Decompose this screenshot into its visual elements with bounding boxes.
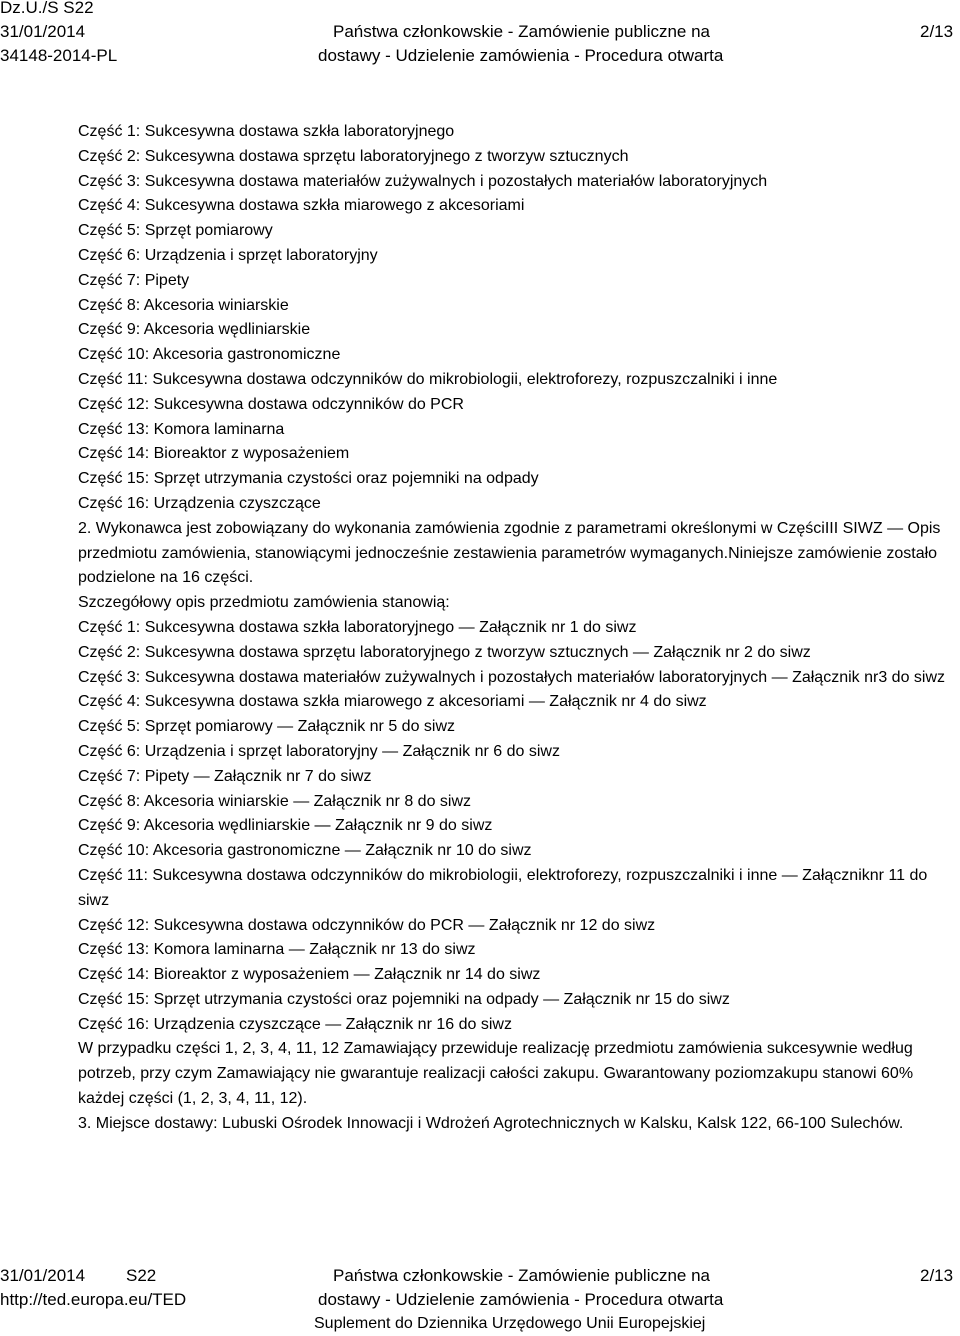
text-line: Część 16: Urządzenia czyszczące <box>78 494 321 512</box>
text-line: Część 5: Sprzęt pomiarowy <box>78 222 273 240</box>
text-line: Część 3: Sukcesywna dostawa materiałów zużywalnych i pozostałych materiałów laboratoryjnych — Załącznik nr3 do siwz <box>78 668 946 686</box>
text-line: Szczegółowy opis przedmiotu zamówienia stanowią: <box>78 594 450 612</box>
text-line: Część 4: Sukcesywna dostawa szkła miarowego z akcesoriami <box>78 197 525 215</box>
text-line: Część 12: Sukcesywna dostawa odczynników do PCR <box>78 395 464 413</box>
notice-body <box>78 120 948 1137</box>
footer-date: 31/01/2014 <box>0 1266 86 1285</box>
footer-title-line3: Suplement do Dziennika Urzędowego Unii Europejskiej <box>314 1315 706 1332</box>
text-line: Część 7: Pipety — Załącznik nr 7 do siwz <box>78 767 372 785</box>
header-title-line1: Państwa członkowskie - Zamówienie publiczne na <box>333 22 711 41</box>
text-line: Część 11: Sukcesywna dostawa odczynników do mikrobiologii, elektroforezy, rozpuszczalniki i inne — Załączniknr 11 do siwz <box>78 866 928 909</box>
footer-title-line1: Państwa członkowskie - Zamówienie publiczne na <box>333 1266 711 1285</box>
text-line: Część 12: Sukcesywna dostawa odczynników do PCR — Załącznik nr 12 do siwz <box>78 916 656 934</box>
text-line: Część 6: Urządzenia i sprzęt laboratoryjny <box>78 246 378 264</box>
footer-url: http://ted.europa.eu/TED <box>0 1290 187 1309</box>
header-date: 31/01/2014 <box>0 22 86 41</box>
text-line: Część 10: Akcesoria gastronomiczne — Załącznik nr 10 do siwz <box>78 842 532 860</box>
footer-series: S22 <box>126 1266 157 1285</box>
text-line: Część 8: Akcesoria winiarskie — Załącznik nr 8 do siwz <box>78 792 472 810</box>
text-line: Część 3: Sukcesywna dostawa materiałów zużywalnych i pozostałych materiałów laboratoryjnych <box>78 172 768 190</box>
text-line: Część 14: Bioreaktor z wyposażeniem — Załącznik nr 14 do siwz <box>78 966 541 984</box>
text-line: Część 1: Sukcesywna dostawa szkła laboratoryjnego — Załącznik nr 1 do siwz <box>78 618 637 636</box>
text-line: Część 13: Komora laminarna <box>78 420 285 438</box>
text-line: Część 6: Urządzenia i sprzęt laboratoryjny — Załącznik nr 6 do siwz <box>78 742 560 760</box>
text-line: Część 7: Pipety <box>78 271 190 289</box>
text-paragraph: 2. Wykonawca jest zobowiązany do wykonania zamówienia zgodnie z parametrami określonymi w CzęściIII SIWZ — Opis przedmiotu zamówienia, stanowiącymi jednocześnie zestawienia parametrów wymaganych.Niniejsze zamówienie zostało podzielone na 16 części. <box>78 519 941 587</box>
text-line: Część 14: Bioreaktor z wyposażeniem <box>78 445 350 463</box>
text-paragraph: W przypadku części 1, 2, 3, 4, 11, 12 Zamawiający przewiduje realizację przedmiotu zamówienia sukcesywnie według potrzeb, przy czym Zamawiający nie gwarantuje realizacji całości zakupu. Gwarantowany poziomzakupu stanowi 60% każdej części (1, 2, 3, 4, 11, 12). <box>78 1040 914 1108</box>
footer-page-number: 2/13 <box>920 1266 954 1285</box>
text-line: Część 13: Komora laminarna — Załącznik nr 13 do siwz <box>78 941 476 959</box>
text-line: Część 2: Sukcesywna dostawa sprzętu laboratoryjnego z tworzyw sztucznych <box>78 147 629 165</box>
text-line: Część 16: Urządzenia czyszczące — Załącznik nr 16 do siwz <box>78 1015 512 1033</box>
text-line: Część 10: Akcesoria gastronomiczne <box>78 346 341 364</box>
footer-title-line2: dostawy - Udzielenie zamówienia - Procedura otwarta <box>318 1290 724 1309</box>
text-line: Część 8: Akcesoria winiarskie <box>78 296 289 314</box>
text-line: Część 5: Sprzęt pomiarowy — Załącznik nr 5 do siwz <box>78 718 456 736</box>
header-title-line2: dostawy - Udzielenie zamówienia - Procedura otwarta <box>318 46 724 65</box>
text-line: Część 15: Sprzęt utrzymania czystości oraz pojemniki na odpady <box>78 470 539 488</box>
text-line: Część 11: Sukcesywna dostawa odczynników do mikrobiologii, elektroforezy, rozpuszczalniki i inne <box>78 370 778 388</box>
text-line: Część 15: Sprzęt utrzymania czystości oraz pojemniki na odpady — Załącznik nr 15 do siwz <box>78 990 730 1008</box>
text-line: Część 1: Sukcesywna dostawa szkła laboratoryjnego <box>78 123 455 140</box>
text-line: Część 4: Sukcesywna dostawa szkła miarowego z akcesoriami — Załącznik nr 4 do siwz <box>78 693 707 711</box>
header-page-number: 2/13 <box>920 22 954 41</box>
text-line: Część 9: Akcesoria wędliniarskie <box>78 321 311 339</box>
text-line: Część 9: Akcesoria wędliniarskie — Załącznik nr 9 do siwz <box>78 817 493 835</box>
notice-number: 34148-2014-PL <box>0 46 118 65</box>
text-line: Część 2: Sukcesywna dostawa sprzętu laboratoryjnego z tworzyw sztucznych — Załącznik nr 2 do siwz <box>78 643 811 661</box>
text-paragraph: 3. Miejsce dostawy: Lubuski Ośrodek Innowacji i Wdrożeń Agrotechnicznych w Kalsku, Kalsk 122, 66-100 Sulechów. <box>78 1114 904 1132</box>
journal-reference: Dz.U./S S22 <box>0 0 94 17</box>
